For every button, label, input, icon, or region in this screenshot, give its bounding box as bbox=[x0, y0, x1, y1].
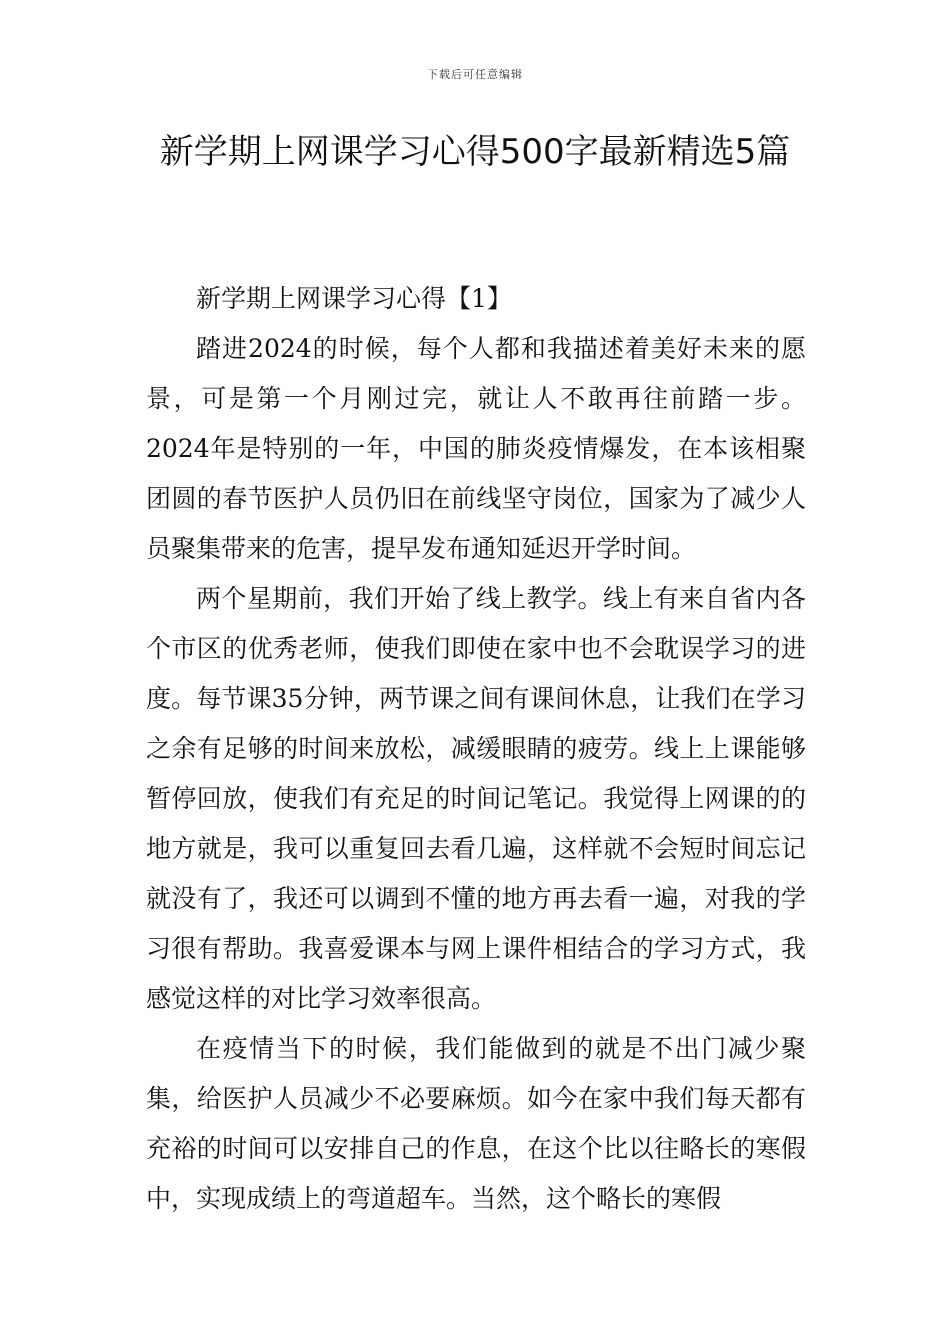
header-note: 下载后可任意编辑 bbox=[427, 68, 523, 81]
paragraph-1: 踏进2024的时候，每个人都和我描述着美好未来的愿景，可是第一个月刚过完，就让人不敢再往前踏一步。2024年是特别的一年，中国的肺炎疫情爆发，在本该相聚团圆的春节医护人员仍旧在前线坚守岗位，国家为了减少人员聚集带来的危害，提早发布通知延迟开学时间。 bbox=[146, 334, 806, 563]
paragraph-2: 两个星期前，我们开始了线上教学。线上有来自省内各个市区的优秀老师，使我们即使在家中也不会耽误学习的进度。每节课35分钟，两节课之间有课间休息，让我们在学习之余有足够的时间来放松，减缓眼睛的疲劳。线上上课能够暂停回放，使我们有充足的时间记笔记。我觉得上网课的的地方就是，我可以重复回去看几遍，这样就不会短时间忘记就没有了，我还可以调到不懂的地方再去看一遍，对我的学习很有帮助。我喜爱课本与网上课件相结合的学习方式，我感觉这样的对比学习效率很高。 bbox=[146, 584, 806, 1013]
section-heading: 新学期上网课学习心得【1】 bbox=[196, 284, 512, 313]
document-title: 新学期上网课学习心得500字最新精选5篇 bbox=[159, 132, 791, 172]
paragraph-3: 在疫情当下的时候，我们能做到的就是不出门减少聚集，给医护人员减少不必要麻烦。如今在家中我们每天都有充裕的时间可以安排自己的作息，在这个比以往略长的寒假中，实现成绩上的弯道超车。当然，这个略长的寒假 bbox=[146, 1034, 806, 1213]
document-body bbox=[146, 274, 806, 1224]
